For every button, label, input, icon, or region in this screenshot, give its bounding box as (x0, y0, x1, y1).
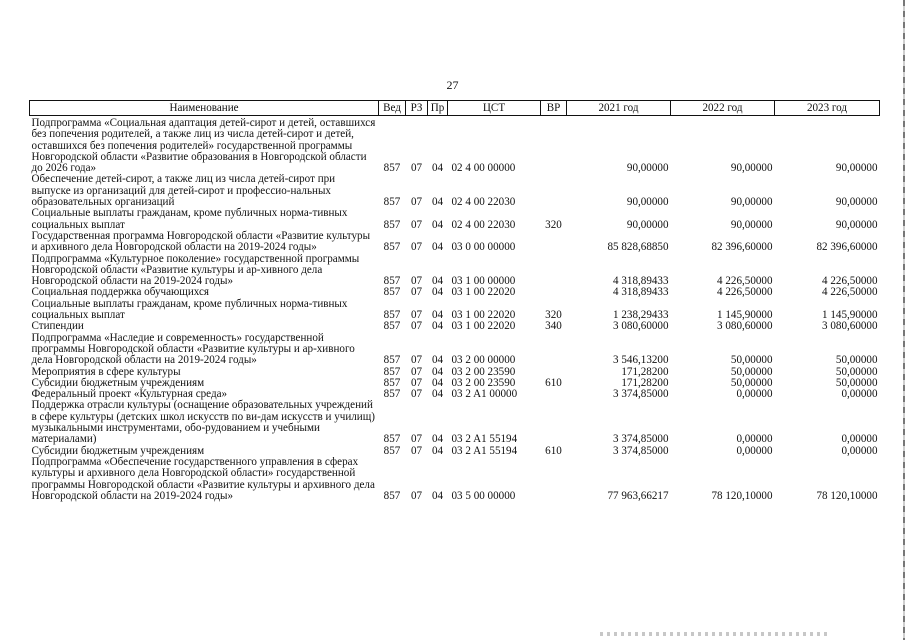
table-body (30, 116, 880, 503)
cell-name: Стипендии (31, 320, 84, 333)
cell-vr (541, 231, 567, 254)
cell-rz: 07 (410, 376, 423, 389)
cell-2023: 1 145,90000 (822, 309, 878, 322)
table-row (30, 400, 880, 445)
cell-2021: 90,00000 (626, 196, 669, 209)
table-row (30, 333, 880, 367)
cell-2022: 50,00000 (730, 354, 773, 367)
table-row (30, 116, 880, 175)
cell-2023: 0,00000 (841, 433, 878, 446)
cell-name: Субсидии бюджетным учреждениям (31, 444, 205, 457)
cell-ved: 857 (383, 354, 401, 367)
cell-rz: 07 (410, 162, 423, 175)
cell-2021: 4 318,89433 (613, 286, 669, 299)
cell-rz: 07 (410, 241, 423, 254)
cell-pr: 04 (431, 489, 444, 502)
cell-2022: 78 120,10000 (711, 489, 773, 502)
cell-name: Федеральный проект «Культурная среда» (31, 388, 228, 401)
cell-name: Подпрограмма «Наследие и современность» государственной программы Новгородской области «Развитие культуры и ар-хивного дела Новгородской области на 2019-2024 годы» (31, 331, 355, 367)
cell-2021: 85 828,68850 (607, 241, 669, 254)
cell-ved: 857 (383, 286, 401, 299)
cell-ved: 857 (383, 489, 401, 502)
cell-name: Социальная поддержка обучающихся (31, 286, 210, 299)
cell-vr (541, 457, 567, 502)
cell-rz: 07 (410, 388, 423, 401)
cell-pr: 04 (431, 376, 444, 389)
cell-2021: 3 374,85000 (613, 433, 669, 446)
cell-name: Социальные выплаты гражданам, кроме публичных норма-тивных социальных выплат (31, 207, 348, 231)
cell-2023: 90,00000 (835, 162, 878, 175)
cell-2021: 1 238,29433 (613, 309, 669, 322)
cell-vr (541, 333, 567, 367)
cell-2021: 3 546,13200 (613, 354, 669, 367)
cell-cst: 03 1 00 22020 (451, 286, 516, 299)
cell-rz: 07 (410, 444, 423, 457)
cell-rz: 07 (410, 309, 423, 322)
budget-table (29, 100, 880, 502)
cell-vr: 610 (545, 444, 562, 457)
cell-ved: 857 (383, 320, 401, 333)
cell-2022: 50,00000 (730, 376, 773, 389)
cell-rz: 07 (410, 218, 423, 231)
cell-cst: 03 2 A1 00000 (451, 388, 518, 401)
cell-ved: 857 (383, 309, 401, 322)
table-header (30, 101, 880, 116)
header-pr: Пр (428, 101, 448, 116)
cell-vr (541, 287, 567, 298)
cell-ved: 857 (383, 444, 401, 457)
cell-name: Мероприятия в сфере культуры (31, 365, 181, 378)
cell-pr: 04 (431, 354, 444, 367)
cell-rz: 07 (410, 365, 423, 378)
cell-2022: 4 226,50000 (717, 275, 773, 288)
cell-vr: 320 (545, 309, 562, 322)
cell-2022: 1 145,90000 (717, 309, 773, 322)
cell-2021: 90,00000 (626, 162, 669, 175)
cell-rz: 07 (410, 275, 423, 288)
table-row (30, 231, 880, 254)
cell-name: Государственная программа Новгородской области «Развитие культуры и архивного дела Новгородской области на 2019-2024 годы» (31, 229, 371, 254)
cell-name: Подпрограмма «Культурное поколение» государственной программы Новгородской области «Развитие культуры и ар-хивного дела Новгородской области на 2019-2024 годы» (31, 252, 360, 288)
cell-ved: 857 (383, 218, 401, 231)
cell-2023: 50,00000 (835, 365, 878, 378)
cell-2021: 3 374,85000 (613, 444, 669, 457)
cell-2023: 0,00000 (841, 388, 878, 401)
table-row (30, 321, 880, 332)
cell-2022: 0,00000 (736, 444, 773, 457)
cell-2021: 171,28200 (621, 365, 669, 378)
header-2022: 2022 год (671, 101, 775, 116)
header-2023: 2023 год (775, 101, 880, 116)
cell-cst: 02 4 00 00000 (451, 162, 516, 175)
cell-pr: 04 (431, 388, 444, 401)
cell-rz: 07 (410, 433, 423, 446)
cell-ved: 857 (383, 241, 401, 254)
scan-smudge-decoration (600, 632, 830, 636)
cell-name: Субсидии бюджетным учреждениям (31, 376, 205, 389)
cell-2023: 90,00000 (835, 218, 878, 231)
cell-2023: 90,00000 (835, 196, 878, 209)
header-2021: 2021 год (567, 101, 671, 116)
cell-pr: 04 (431, 286, 444, 299)
cell-pr: 04 (431, 309, 444, 322)
cell-pr: 04 (431, 320, 444, 333)
cell-ved: 857 (383, 196, 401, 209)
table-row (30, 254, 880, 288)
cell-pr: 04 (431, 162, 444, 175)
cell-cst: 03 5 00 00000 (451, 489, 516, 502)
cell-2022: 82 396,60000 (711, 241, 773, 254)
cell-2023: 78 120,10000 (816, 489, 878, 502)
header-cst: ЦСТ (448, 101, 541, 116)
cell-rz: 07 (410, 320, 423, 333)
cell-2021: 171,28200 (621, 376, 669, 389)
cell-name: Обеспечение детей-сирот, а также лиц из числа детей-сирот при выпуске из организаций для детей-сирот и профессио-нальных образовательных организаций (31, 173, 336, 209)
cell-rz: 07 (410, 354, 423, 367)
cell-2022: 4 226,50000 (717, 286, 773, 299)
cell-ved: 857 (383, 433, 401, 446)
cell-name: Подпрограмма «Обеспечение государственного управления в сферах культуры и архивного дела Новгородской области» государственной программы Новгородской области «Развитие культуры и архивного дела Новгородской области на 2019-2024 годы» (31, 455, 375, 502)
cell-vr (541, 254, 567, 288)
cell-2023: 50,00000 (835, 354, 878, 367)
cell-cst: 03 0 00 00000 (451, 241, 516, 254)
cell-2023: 82 396,60000 (816, 241, 878, 254)
header-rz: РЗ (406, 101, 428, 116)
cell-ved: 857 (383, 365, 401, 378)
cell-2022: 3 080,60000 (717, 320, 773, 333)
cell-2021: 3 374,85000 (613, 388, 669, 401)
cell-pr: 04 (431, 365, 444, 378)
cell-2023: 4 226,50000 (822, 286, 878, 299)
cell-cst: 03 2 00 23590 (451, 376, 516, 389)
cell-cst: 03 1 00 22020 (451, 320, 516, 333)
cell-cst: 03 1 00 00000 (451, 275, 516, 288)
header-name: Наименование (30, 101, 379, 116)
cell-pr: 04 (431, 444, 444, 457)
cell-2023: 3 080,60000 (822, 320, 878, 333)
cell-ved: 857 (383, 388, 401, 401)
cell-ved: 857 (383, 275, 401, 288)
cell-rz: 07 (410, 489, 423, 502)
page-number: 27 (446, 78, 459, 92)
cell-cst: 03 2 00 00000 (451, 354, 516, 367)
cell-cst: 02 4 00 22030 (451, 196, 516, 209)
cell-name: Поддержка отрасли культуры (оснащение образовательных учреждений в сфере культуры (детских школ искусств по ви-дам искусств и училищ) музыкальными инструментами, обо-рудованием и учебными материалами) (31, 399, 375, 446)
cell-vr (541, 174, 567, 208)
cell-rz: 07 (410, 286, 423, 299)
cell-pr: 04 (431, 241, 444, 254)
cell-cst: 03 2 00 23590 (451, 365, 516, 378)
table-row (30, 457, 880, 502)
cell-2021: 90,00000 (626, 218, 669, 231)
cell-vr: 340 (545, 320, 562, 333)
cell-vr (541, 400, 567, 445)
cell-cst: 02 4 00 22030 (451, 218, 516, 231)
table-row (30, 299, 880, 322)
header-ved: Вед (379, 101, 406, 116)
table-row (30, 174, 880, 208)
cell-cst: 03 1 00 22020 (451, 309, 516, 322)
cell-ved: 857 (383, 376, 401, 389)
cell-2021: 3 080,60000 (613, 320, 669, 333)
cell-pr: 04 (431, 218, 444, 231)
cell-2023: 0,00000 (841, 444, 878, 457)
table-row (30, 208, 880, 231)
cell-2022: 90,00000 (730, 196, 773, 209)
cell-vr: 610 (545, 376, 562, 389)
cell-rz: 07 (410, 196, 423, 209)
cell-2021: 4 318,89433 (613, 275, 669, 288)
cell-2022: 90,00000 (730, 218, 773, 231)
cell-2021: 77 963,66217 (607, 489, 669, 502)
cell-pr: 04 (431, 433, 444, 446)
cell-2023: 50,00000 (835, 376, 878, 389)
cell-ved: 857 (383, 162, 401, 175)
cell-name: Социальные выплаты гражданам, кроме публичных норма-тивных социальных выплат (31, 297, 348, 322)
cell-2022: 0,00000 (736, 388, 773, 401)
cell-cst: 03 2 A1 55194 (451, 444, 518, 457)
cell-vr (541, 389, 567, 400)
cell-pr: 04 (431, 196, 444, 209)
header-row (30, 101, 880, 116)
cell-2023: 4 226,50000 (822, 275, 878, 288)
cell-pr: 04 (431, 275, 444, 288)
header-vr: ВР (541, 101, 567, 116)
cell-name: Подпрограмма «Социальная адаптация детей-сирот и детей, оставшихся без попечения родителей, а также лиц из числа детей-сирот и детей, оставшихся без попечения родителей» государственной программы Новгородской области «Развитие образования в Новгородской области до 2026 года» (31, 117, 376, 175)
cell-2022: 0,00000 (736, 433, 773, 446)
cell-vr (541, 116, 567, 175)
cell-cst: 03 2 A1 55194 (451, 433, 518, 446)
cell-2022: 50,00000 (730, 365, 773, 378)
cell-vr: 320 (545, 218, 562, 231)
cell-2022: 90,00000 (730, 162, 773, 175)
